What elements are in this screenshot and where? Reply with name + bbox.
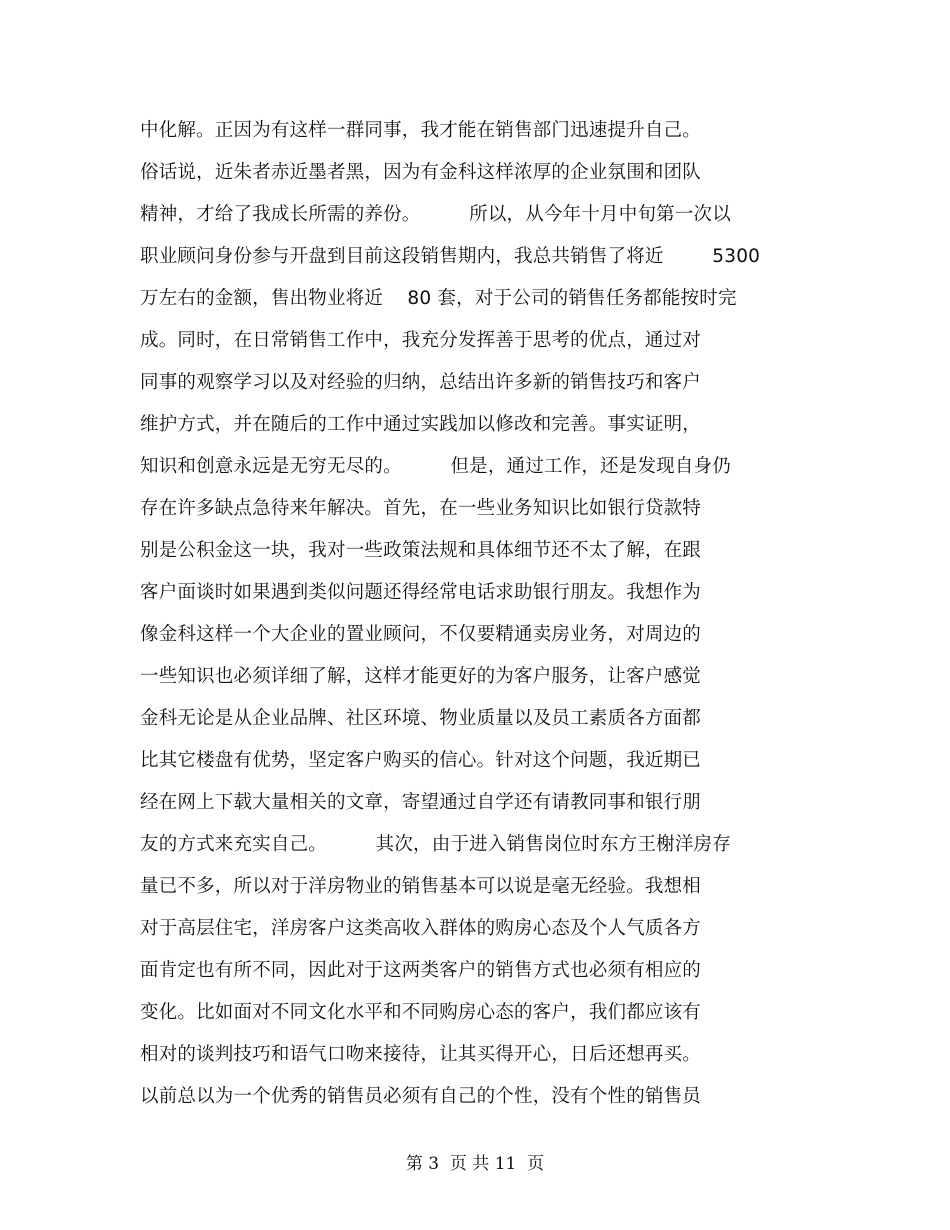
text-line: 存在许多缺点急待来年解决。首先，在一些业务知识比如银行贷款特	[140, 498, 702, 519]
text-line: 职业顾问身份参与开盘到目前这段销售期内，我总共销售了将近 5300	[140, 246, 761, 267]
text-line: 精神，才给了我成长所需的养份。 所以，从今年十月中旬第一次以	[140, 204, 731, 225]
page-number-footer: 第 3 页 共 11 页	[405, 1154, 545, 1174]
text-line: 面肯定也有所不同，因此对于这两类客户的销售方式也必须有相应的	[140, 960, 702, 981]
text-line: 万左右的金额，售出物业将近 80 套，对于公司的销售任务都能按时完	[140, 288, 737, 309]
body-text	[140, 110, 840, 1118]
text-line: 知识和创意永远是无穷无尽的。 但是，通过工作，还是发现自身仍	[140, 456, 731, 477]
text-line: 同事的观察学习以及对经验的归纳，总结出许多新的销售技巧和客户	[140, 372, 702, 393]
text-line: 中化解。正因为有这样一群同事，我才能在销售部门迅速提升自己。	[140, 120, 702, 141]
text-line: 维护方式，并在随后的工作中通过实践加以修改和完善。事实证明，	[140, 414, 702, 435]
text-line: 成。同时，在日常销售工作中，我充分发挥善于思考的优点，通过对	[140, 330, 702, 351]
text-line: 像金科这样一个大企业的置业顾问，不仅要精通卖房业务，对周边的	[140, 624, 702, 645]
text-line: 相对的谈判技巧和语气口吻来接待，让其买得开心，日后还想再买。	[140, 1044, 702, 1065]
text-line: 比其它楼盘有优势，坚定客户购买的信心。针对这个问题，我近期已	[140, 750, 702, 771]
text-line: 对于高层住宅，洋房客户这类高收入群体的购房心态及个人气质各方	[140, 918, 702, 939]
text-line: 经在网上下载大量相关的文章，寄望通过自学还有请教同事和银行朋	[140, 792, 702, 813]
text-line: 客户面谈时如果遇到类似问题还得经常电话求助银行朋友。我想作为	[140, 582, 702, 603]
text-line: 量已不多，所以对于洋房物业的销售基本可以说是毫无经验。我想相	[140, 876, 702, 897]
text-line: 以前总以为一个优秀的销售员必须有自己的个性，没有个性的销售员	[140, 1086, 702, 1107]
text-line: 变化。比如面对不同文化水平和不同购房心态的客户，我们都应该有	[140, 1002, 702, 1023]
text-line: 一些知识也必须详细了解，这样才能更好的为客户服务，让客户感觉	[140, 666, 702, 687]
text-line: 俗话说，近朱者赤近墨者黑，因为有金科这样浓厚的企业氛围和团队	[140, 162, 702, 183]
text-line: 友的方式来充实自己。 其次，由于进入销售岗位时东方王榭洋房存	[140, 834, 731, 855]
text-line: 别是公积金这一块，我对一些政策法规和具体细节还不太了解，在跟	[140, 540, 702, 561]
text-line: 金科无论是从企业品牌、社区环境、物业质量以及员工素质各方面都	[140, 708, 702, 729]
